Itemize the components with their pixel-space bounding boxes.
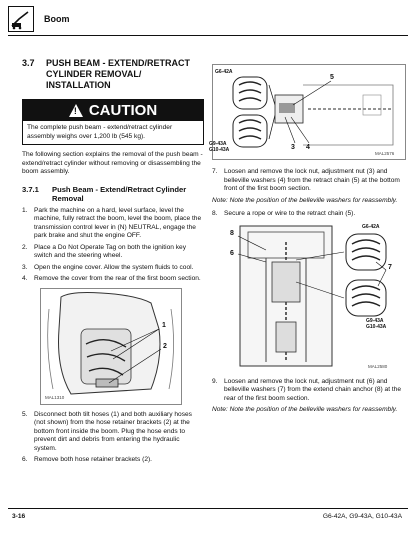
left-column <box>22 58 204 468</box>
boom-interior-illustration <box>41 289 181 404</box>
figure3-tag-top: G6-42A <box>362 223 380 230</box>
subsection-number: 3.7.1 <box>22 184 39 194</box>
step-item: 7. Loosen and remove the lock nut, adjustment nut (3) and belleville washers (4) from the retract chain (5) at the bottom front of the first boom section. <box>212 168 400 192</box>
steps-list-right-a <box>212 168 408 194</box>
step-item: 9. Loosen and remove the lock nut, adjustment nut (6) and belleville washers (7) from the extend chain anchor (8) at the rear of the first boom section. <box>212 377 402 402</box>
figure2-id: MAL2576 <box>375 151 395 156</box>
header-divider <box>8 35 408 36</box>
figure2-tag-bottom: G9-43A G10-43A <box>209 141 230 153</box>
figure1-id: MAL1310 <box>45 394 65 400</box>
caution-banner <box>23 100 203 121</box>
figure2-callout-4: 4 <box>306 144 310 151</box>
caution-label: CAUTION <box>88 102 158 119</box>
figure-retract-chain <box>209 64 406 160</box>
step-item: 4. Remove the cover from the rear of the first boom section. <box>22 275 201 282</box>
figure3-id: MAL2580 <box>368 363 388 369</box>
figure2-tag-top: G6-42A <box>215 69 233 75</box>
warning-triangle-icon: ! <box>69 104 83 117</box>
intro-paragraph: The following section explains the removal of the push beam - extend/retract cylinder without removing or disassembling the boom assembly. <box>22 151 203 175</box>
figure3-callout-6: 6 <box>230 249 234 257</box>
page-number: 3-16 <box>12 513 26 520</box>
section-title: PUSH BEAM - EXTEND/RETRACT CYLINDER REMOVAL/ INSTALLATION <box>46 58 191 90</box>
caution-text: The complete push beam - extend/retract cylinder assembly weighs over 1,200 lb (545 kg). <box>27 124 173 140</box>
steps-list-left-b <box>22 411 204 465</box>
steps-list-right-b <box>212 210 408 219</box>
figure2-callout-3: 3 <box>291 144 295 151</box>
note-belleville-1: Note: Note the position of the belleville washers for reassembly. <box>212 196 398 204</box>
step-item: 1. Park the machine on a hard, level surface, level the machine, fully retract the boom, level the boom, place the transmission control lever in (N) NEUTRAL, engage the park brake and shut the engine OFF. <box>22 206 202 239</box>
header-logo-box <box>8 6 34 32</box>
subsection-heading <box>22 185 204 203</box>
step-item: 8. Secure a rope or wire to the retract chain (5). <box>212 210 356 217</box>
caution-box <box>22 99 204 145</box>
step-item: 6. Remove both hose retainer brackets (2). <box>22 456 153 463</box>
figure3-callout-8: 8 <box>230 229 234 237</box>
note-belleville-2: Note: Note the position of the belleville washers for reassembly. <box>212 406 398 413</box>
chapter-title: Boom <box>44 14 70 24</box>
extend-chain-illustration <box>226 222 396 372</box>
figure3-callout-7: 7 <box>388 263 392 271</box>
steps-list-left-a <box>22 207 204 284</box>
figure1-callout-2: 2 <box>163 342 167 350</box>
figure2-callout-5: 5 <box>330 74 334 81</box>
figure-extend-chain <box>226 222 396 372</box>
figure-hose-brackets <box>40 288 182 405</box>
subsection-title: Push Beam - Extend/Retract Cylinder Removal <box>52 184 187 203</box>
right-column <box>209 64 408 415</box>
model-list: G6-42A, G9-43A, G10-43A <box>322 513 402 520</box>
step-item: 5. Disconnect both tilt hoses (1) and both auxiliary hoses (not shown) from the hose retainer brackets (2) at the bottom front inside the boom. Plug the hose ends to prevent dirt and debris from entering the hydraulic system. <box>22 410 192 452</box>
steps-list-right-c <box>212 378 408 404</box>
figure3-tag-bottom: G9-43A G10-43A <box>366 317 387 330</box>
section-number: 3.7 <box>22 58 35 68</box>
step-item: 3. Open the engine cover. Allow the system fluids to cool. <box>22 263 194 271</box>
section-heading <box>22 58 204 91</box>
footer-divider <box>8 508 408 509</box>
step-item: 2. Place a Do Not Operate Tag on both the ignition key switch and the steering wheel. <box>22 243 186 259</box>
boom-machine-icon <box>9 7 32 30</box>
figure1-callout-1: 1 <box>162 321 166 329</box>
